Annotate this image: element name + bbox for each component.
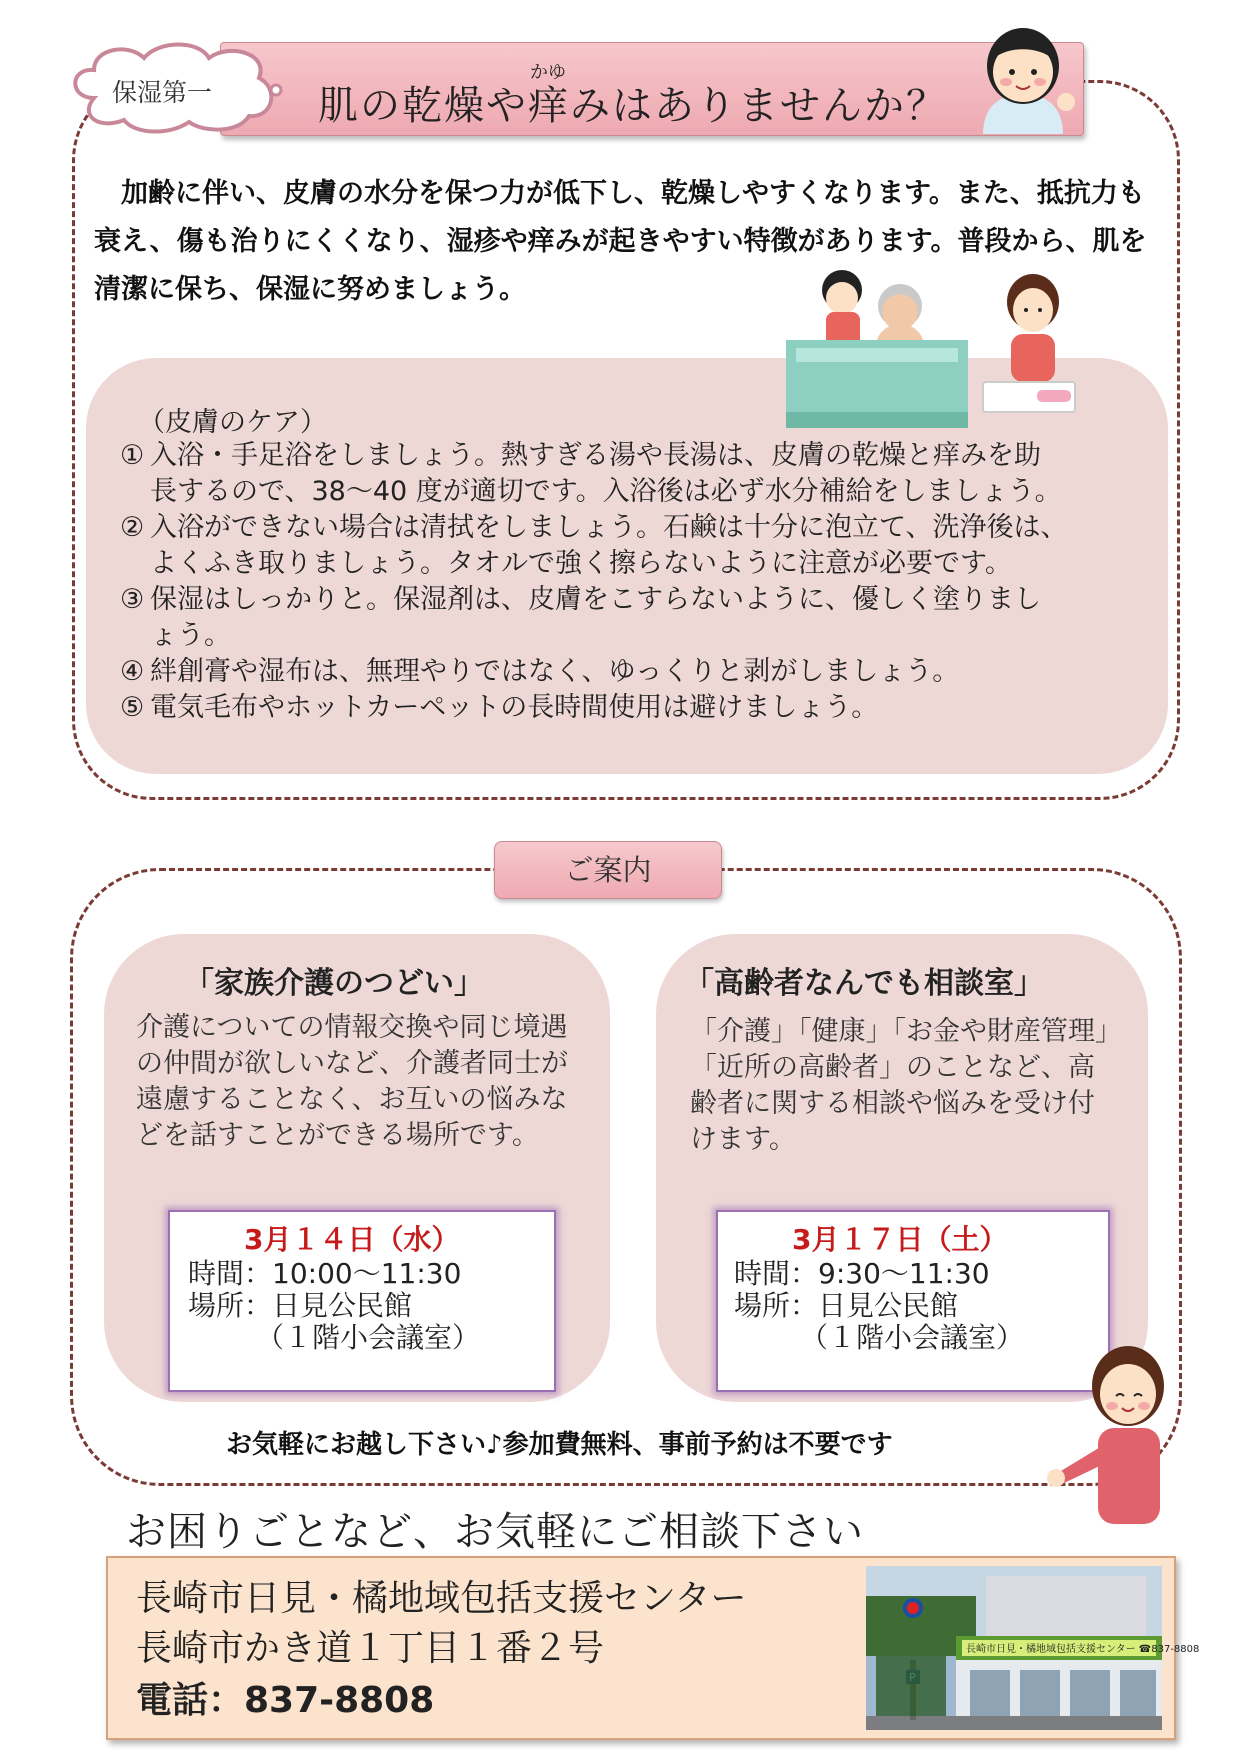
nurse-illustration [968, 14, 1078, 134]
section-tag: 保湿第一 [112, 78, 213, 107]
title-ruby: かゆ [530, 62, 566, 83]
consultation-description: 「介護」「健康」「お金や財産管理」「近所の高齢者」のことなど、高齢者に関する相談や悩みを受け付けます。 [690, 1016, 1109, 1155]
family-care-title: 「家族介護のつどい」 [184, 966, 484, 1001]
center-name: 長崎市日見・橘地域包括支援センター [136, 1578, 747, 1619]
schedule-date: 3月１４日（水） [244, 1223, 460, 1256]
center-phone: 電話：837-8808 [136, 1680, 435, 1721]
bathing-illustration [782, 262, 972, 430]
participation-note: お気軽にお越し下さい♪参加費無料、事前予約は不要です [226, 1430, 893, 1460]
consultation-title: 「高齢者なんでも相談室」 [684, 966, 1044, 1001]
care-item: ⑤ 電気毛布やホットカーペットの長時間使用は避けましょう。 [120, 692, 879, 723]
schedule-place: 場所：日見公民館 [734, 1289, 959, 1322]
page-title: 肌の乾燥や痒みはありませんか？ [318, 83, 948, 129]
intro-paragraph: 加齢に伴い、皮膚の水分を保つ力が低下し、乾燥しやすくなります。また、抵抗力も衰え、傷も治りにくくなり、湿疹や痒みが起きやすい特徴があります。普段から、肌を清潔に保ち、保湿に努めましょう。 [94, 178, 1147, 305]
family-care-description: 介護についての情報交換や同じ境遇の仲間が欲しいなど、介護者同士が遠慮することなく、お互いの悩みなどを話すことができる場所です。 [136, 1012, 568, 1151]
schedule-time: 時間：9:30～11:30 [734, 1257, 990, 1290]
center-sign-text: 長崎市日見・橘地域包括支援センター ☎837-8808 [966, 1644, 1200, 1655]
schedule-date: 3月１７日（土） [792, 1223, 1008, 1256]
guide-label: ご案内 [494, 841, 722, 899]
schedule-place: 場所：日見公民館 [188, 1289, 413, 1322]
care-item: ④ 絆創膏や湿布は、無理やりではなく、ゆっくりと剥がしましょう。 [120, 656, 960, 687]
care-item: ③ 保湿はしっかりと。保湿剤は、皮膚をこすらないように、優しく塗りまし ょう。 [120, 584, 1041, 651]
center-address: 長崎市かき道１丁目１番２号 [136, 1628, 605, 1669]
schedule-room: （１階小会議室） [256, 1321, 481, 1354]
guide-woman-illustration [1046, 1346, 1184, 1524]
care-item: ② 入浴ができない場合は清拭をしましょう。石鹸は十分に泡立て、洗浄後は、 よくふき取りましょう。タオルで強く擦らないように注意が必要です。 [120, 512, 1068, 579]
caregiver-illustration [975, 272, 1093, 422]
schedule-room: （１階小会議室） [800, 1321, 1025, 1354]
care-item: ① 入浴・手足浴をしましょう。熱すぎる湯や長湯は、皮膚の乾燥と痒みを助 長するので、38～40 度が適切です。入浴後は必ず水分補給をしましょう。 [120, 440, 1062, 507]
consult-heading: お困りごとなど、お気軽にご相談下さい [126, 1509, 864, 1555]
care-heading: （皮膚のケア） [138, 407, 327, 438]
center-building-photo [866, 1566, 1200, 1730]
schedule-time: 時間：10:00～11:30 [188, 1257, 462, 1290]
